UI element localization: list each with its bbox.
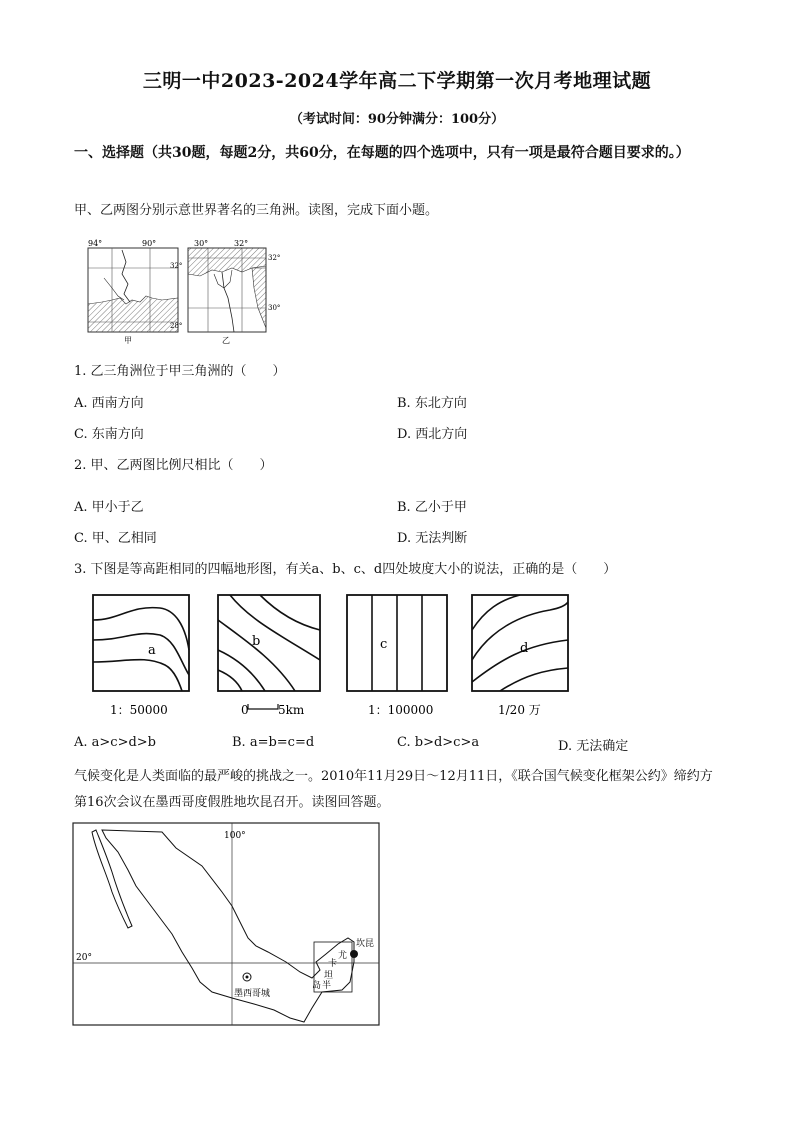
q1-option-d: D. 西北方向	[397, 427, 468, 442]
scale-c: 1：100000	[368, 703, 434, 717]
jia-lat-top: 32°	[170, 262, 183, 270]
peninsula-char-1: 尤	[338, 951, 348, 961]
q3-option-c: C. b>d>c>a	[397, 735, 480, 750]
label-c: c	[380, 637, 388, 652]
scale-bar-b	[248, 704, 278, 709]
delta-maps-figure	[82, 238, 287, 346]
peninsula-char-4: 半	[322, 981, 332, 991]
jia-lat-bottom: 28°	[170, 322, 183, 330]
q1-option-b: B. 东北方向	[397, 396, 467, 411]
q2-option-a: A. 甲小于乙	[74, 500, 144, 515]
question-3-stem: 3. 下图是等高距相同的四幅地形图，有关a、b、c、d四处坡度大小的说法，正确的是（ ）	[74, 562, 617, 577]
label-b: b	[252, 634, 261, 649]
map-yi	[188, 248, 266, 332]
scale-d: 1/20 万	[498, 703, 541, 717]
q3-option-b: B. a=b=c=d	[232, 735, 315, 750]
scale-a: 1：50000	[110, 703, 168, 717]
page-title: 三明一中2023-2024学年高二下学期第一次月考地理试题	[142, 70, 652, 92]
intro-climate: 气候变化是人类面临的最严峻的挑战之一。2010年11月29日～12月11日，《联合国气候变化框架公约》缔约方第16次会议在墨西哥度假胜地坎昆召开。读图回答题。	[74, 769, 713, 810]
yi-lat-top: 32°	[268, 254, 281, 262]
jia-lon-right: 90°	[142, 239, 157, 248]
yi-label: 乙	[222, 336, 230, 345]
lon-100-label: 100°	[224, 831, 246, 841]
q1-option-c: C. 东南方向	[74, 427, 144, 442]
cancun-label: 坎昆	[356, 939, 375, 949]
intro-deltas: 甲、乙两图分别示意世界著名的三角洲。读图，完成下面小题。	[74, 203, 439, 218]
exam-info: （考试时间：90分钟满分：100分）	[289, 112, 505, 127]
peninsula-char-3: 坦	[324, 971, 334, 981]
peninsula-char-5: 岛	[312, 981, 322, 991]
yi-lat-bottom: 30°	[268, 304, 281, 312]
q3-option-a: A. a>c>d>b	[74, 735, 157, 750]
scale-b-zero: 0	[241, 703, 249, 717]
question-1-stem: 1. 乙三角洲位于甲三角洲的（ ）	[74, 364, 286, 379]
map-jia	[88, 248, 178, 332]
label-a: a	[148, 643, 156, 658]
q3-option-d: D. 无法确定	[558, 739, 629, 754]
q2-option-c: C. 甲、乙相同	[74, 531, 157, 546]
mexico-map	[72, 822, 382, 1027]
q2-option-d: D. 无法判断	[397, 531, 468, 546]
contour-map-a	[93, 595, 189, 691]
q2-option-b: B. 乙小于甲	[397, 500, 467, 515]
jia-label: 甲	[124, 336, 132, 345]
yi-lon-left: 30°	[194, 239, 209, 248]
jia-lon-left: 94°	[88, 239, 103, 248]
section-heading: 一、选择题（共30题，每题2分，共60分，在每题的四个选项中，只有一项是最符合题目要求的。）	[74, 145, 690, 161]
label-d: d	[520, 641, 529, 656]
q1-option-a: A. 西南方向	[74, 396, 144, 411]
scale-b-km: 5km	[278, 703, 305, 717]
cancun-marker	[350, 950, 358, 958]
contour-maps-figure	[80, 590, 580, 720]
lat-20-label: 20°	[76, 953, 92, 963]
mexico-city-label: 墨西哥城	[234, 989, 271, 999]
peninsula-char-2: 卡	[328, 959, 338, 969]
question-2-stem: 2. 甲、乙两图比例尺相比（ ）	[74, 458, 273, 473]
contour-map-b	[218, 595, 320, 691]
yi-lon-right: 32°	[234, 239, 249, 248]
